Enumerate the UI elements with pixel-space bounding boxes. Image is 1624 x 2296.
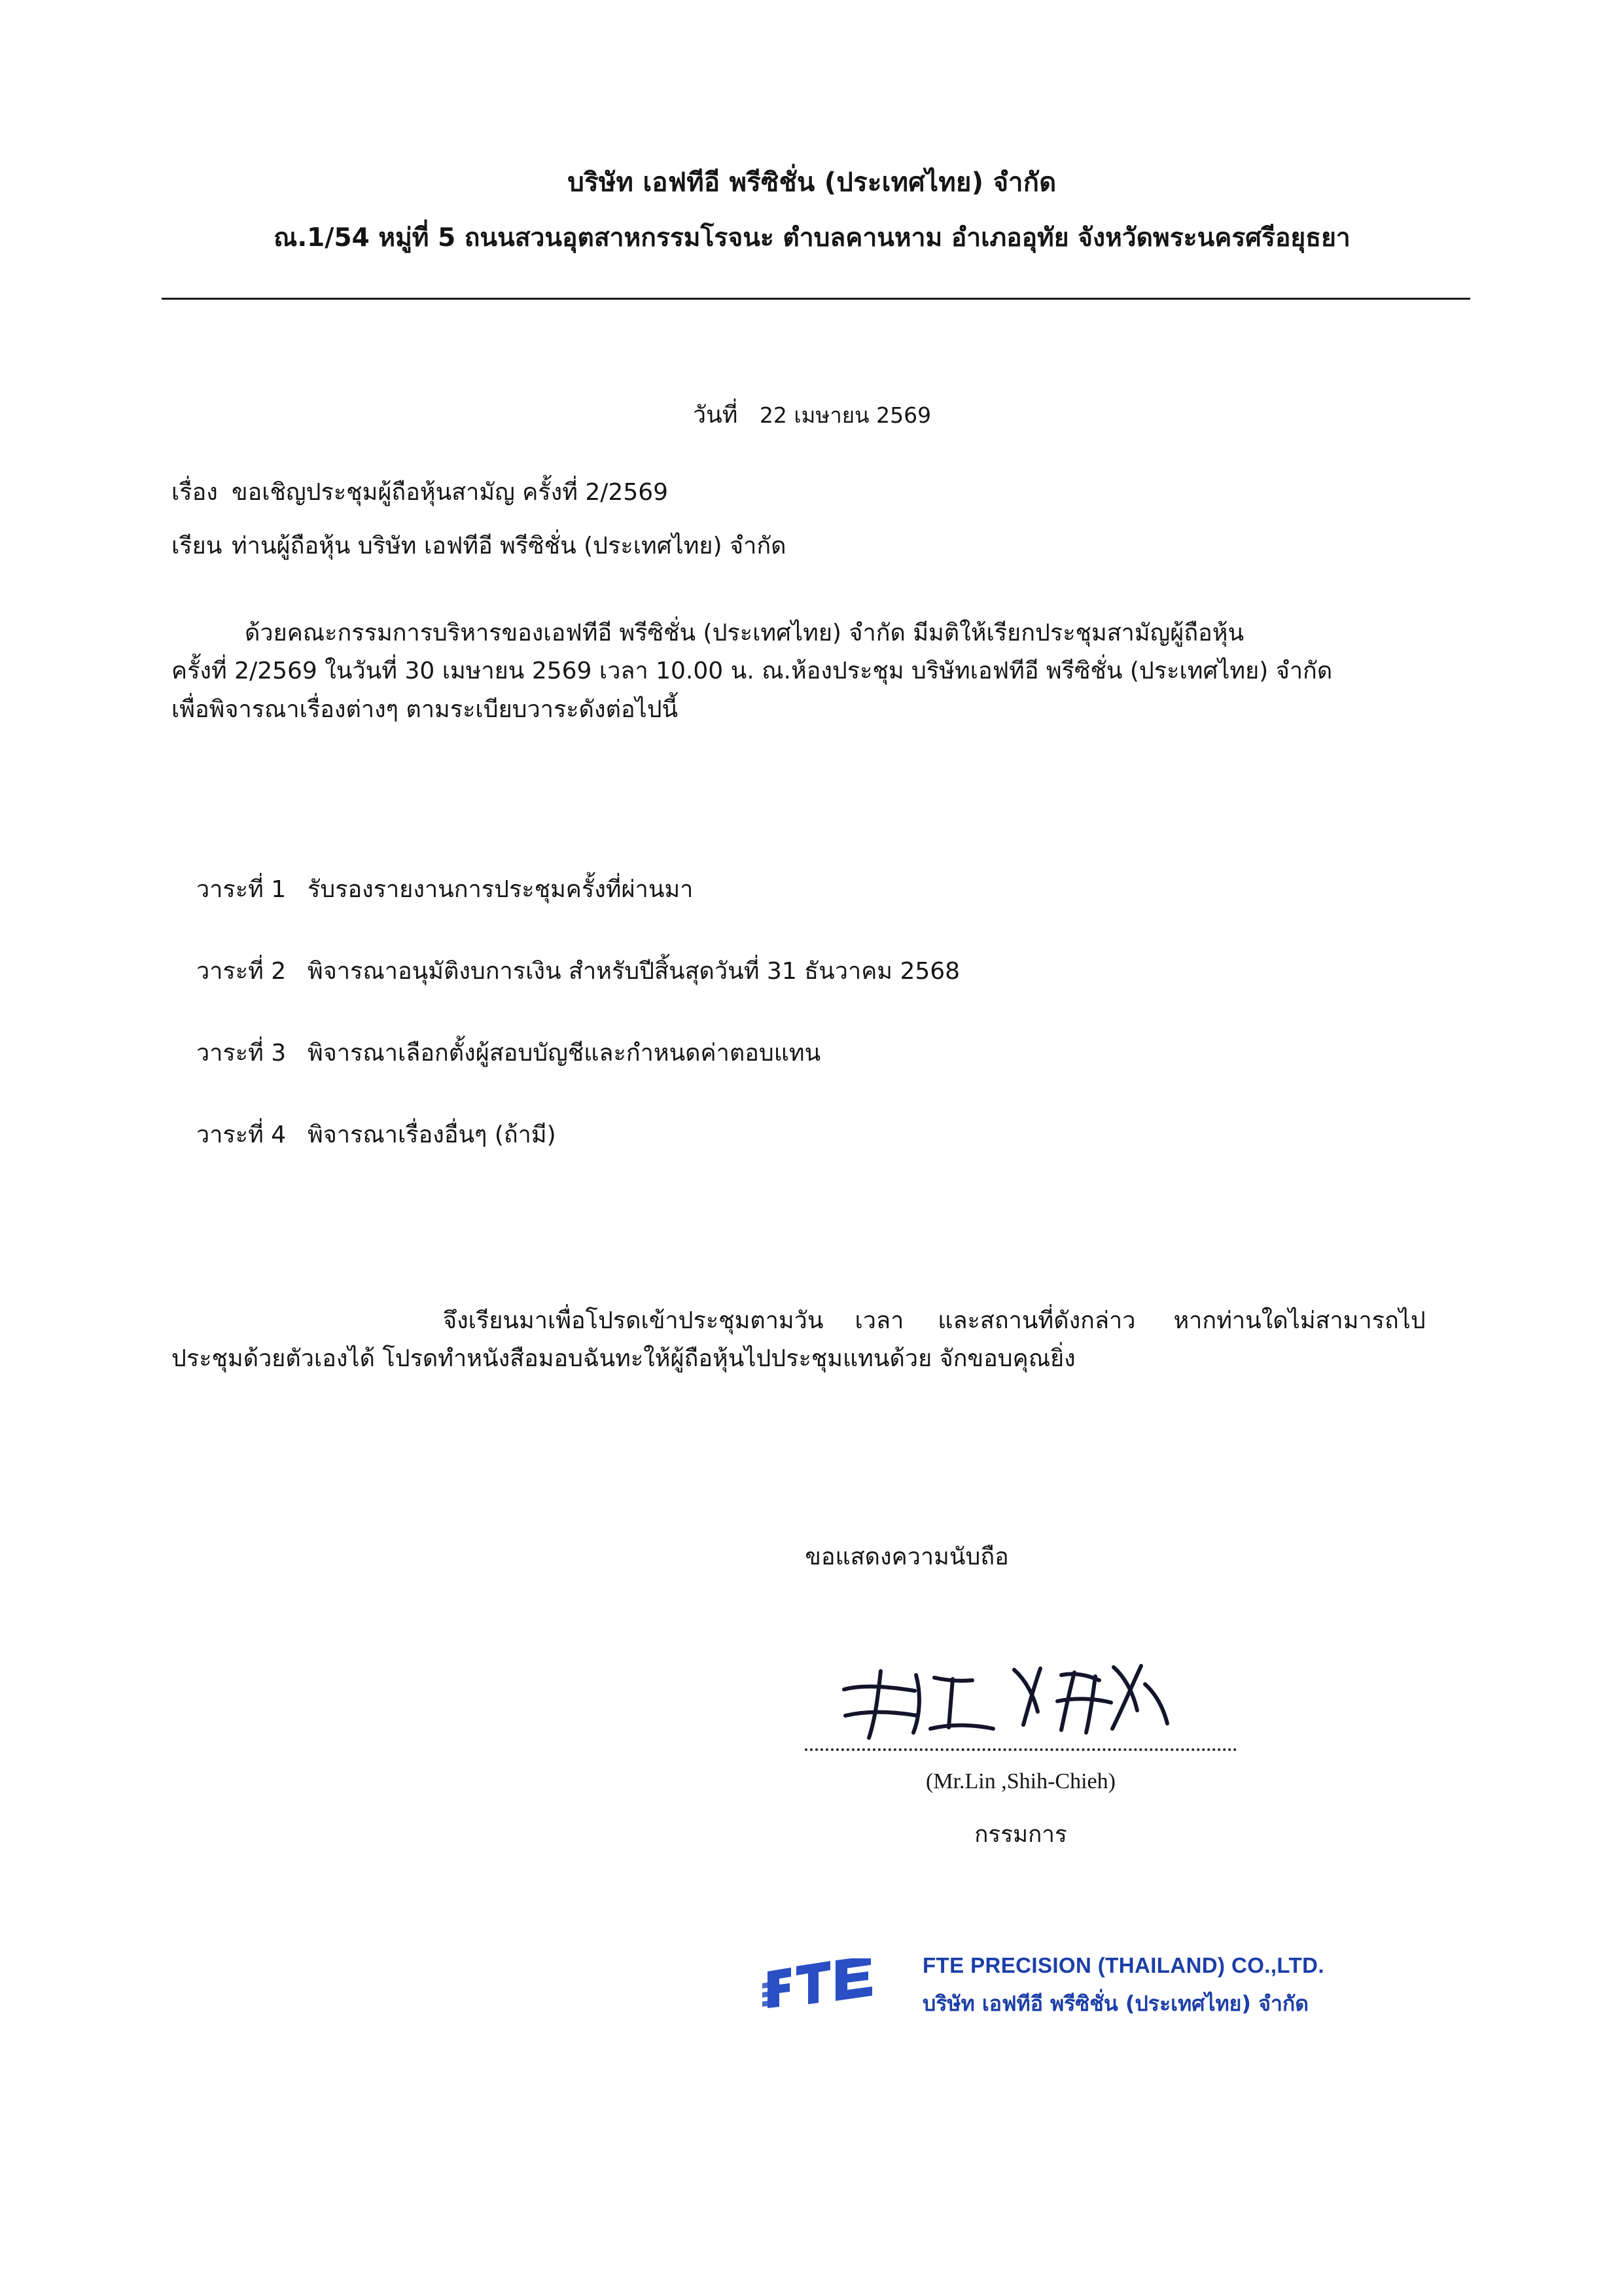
signer-name: (Mr.Lin ,Shih-Chieh) [926, 1769, 1116, 1793]
agenda-item-4-label: วาระที่ 4 [196, 1122, 287, 1148]
attention-label: เรียน [171, 533, 222, 559]
date-value: 22 เมษายน 2569 [759, 402, 932, 428]
header-divider [162, 298, 1470, 300]
agenda-item-2-text: พิจารณาอนุมัติงบการเงิน สำหรับปีสิ้นสุดวันที่ 31 ธันวาคม 2568 [308, 958, 961, 985]
closing-line-2: ประชุมด้วยตัวเองได้ โปรดทำหนังสือมอบฉันทะให้ผู้ถือหุ้นไปประชุมแทนด้วย จักขอบคุณยิ่ง [171, 1345, 1076, 1373]
company-name: บริษัท เอฟทีอี พรีซิชั่น (ประเทศไทย) จำกัด [567, 168, 1057, 198]
intro-paragraph-line-1: ด้วยคณะกรรมการบริหารของเอฟทีอี พรีซิชั่น (ประเทศไทย) จำกัด มีมติให้เรียกประชุมสามัญผู้ถือหุ้น [245, 620, 1244, 646]
date-label: วันที่ [692, 402, 738, 429]
closing-line-1 [171, 1302, 1454, 1340]
agenda-item-4-text: พิจารณาเรื่องอื่นๆ (ถ้ามี) [308, 1122, 556, 1148]
fte-logo-icon [762, 1958, 913, 2019]
agenda-item-2-label: วาระที่ 2 [196, 958, 287, 985]
letter-body [171, 481, 1454, 729]
stamp-text-block [923, 1953, 1407, 2021]
closing-line-1-part-c: และสถานที่ดังกล่าว [938, 1307, 1136, 1334]
agenda-item-3-text: พิจารณาเลือกตั้งผู้สอบบัญชีและกำหนดค่าตอบแทน [308, 1040, 821, 1067]
agenda-item-1-text: รับรองรายงานการประชุมครั้งที่ผ่านมา [308, 876, 694, 903]
attention-row [171, 535, 1454, 558]
closing-paragraph [171, 1302, 1454, 1379]
agenda-item-1 [196, 870, 1439, 908]
letterhead [0, 167, 1624, 254]
subject-row [171, 481, 1454, 504]
regards-text: ขอแสดงความนับถือ [805, 1544, 1009, 1570]
subject-value: ขอเชิญประชุมผู้ถือหุ้นสามัญ ครั้งที่ 2/2569 [232, 479, 669, 506]
company-stamp [762, 1953, 1403, 2038]
agenda-item-3 [196, 1034, 1439, 1071]
subject-label: เรื่อง [171, 479, 218, 506]
closing-line-1-part-d: หากท่านใดไม่สามารถไป [1173, 1307, 1426, 1334]
closing-line-1-part-a: จึงเรียนมาเพื่อโปรดเข้าประชุมตามวัน [443, 1307, 824, 1334]
signature-block [772, 1655, 1269, 1852]
agenda-item-4 [196, 1116, 1439, 1153]
closing-line-1-part-b: เวลา [855, 1307, 904, 1334]
signature-mark [818, 1655, 1224, 1754]
intro-paragraph-line-2: ครั้งที่ 2/2569 ในวันที่ 30 เมษายน 2569 เวลา 10.00 น. ณ.ห้องประชุม บริษัทเอฟทีอี พรีซิชั่น (ประเทศไทย) จำกัด [171, 658, 1333, 685]
agenda-item-2 [196, 952, 1439, 989]
attention-value: ท่านผู้ถือหุ้น บริษัท เอฟทีอี พรีซิชั่น (ประเทศไทย) จำกัด [232, 533, 786, 559]
regards-line [0, 1538, 1624, 1575]
company-address: ณ.1/54 หมู่ที่ 5 ถนนสวนอุตสาหกรรมโรจนะ ตำบลคานหาม อำเภออุทัย จังหวัดพระนครศรีอยุธยา [274, 223, 1350, 253]
date-line [0, 396, 1624, 433]
agenda-item-1-label: วาระที่ 1 [196, 876, 287, 903]
agenda-item-3-label: วาระที่ 3 [196, 1040, 287, 1067]
agenda-list [196, 870, 1439, 1197]
stamp-company-en: FTE PRECISION (THAILAND) CO.,LTD. [923, 1953, 1324, 1977]
intro-paragraph-line-3: เพื่อพิจารณาเรื่องต่างๆ ตามระเบียบวาระดังต่อไปนี้ [171, 696, 679, 723]
signer-title: กรรมการ [974, 1822, 1067, 1848]
stamp-company-th: บริษัท เอฟทีอี พรีซิชั่น (ประเทศไทย) จำกัด [923, 1991, 1309, 2016]
signature-line [805, 1747, 1237, 1751]
